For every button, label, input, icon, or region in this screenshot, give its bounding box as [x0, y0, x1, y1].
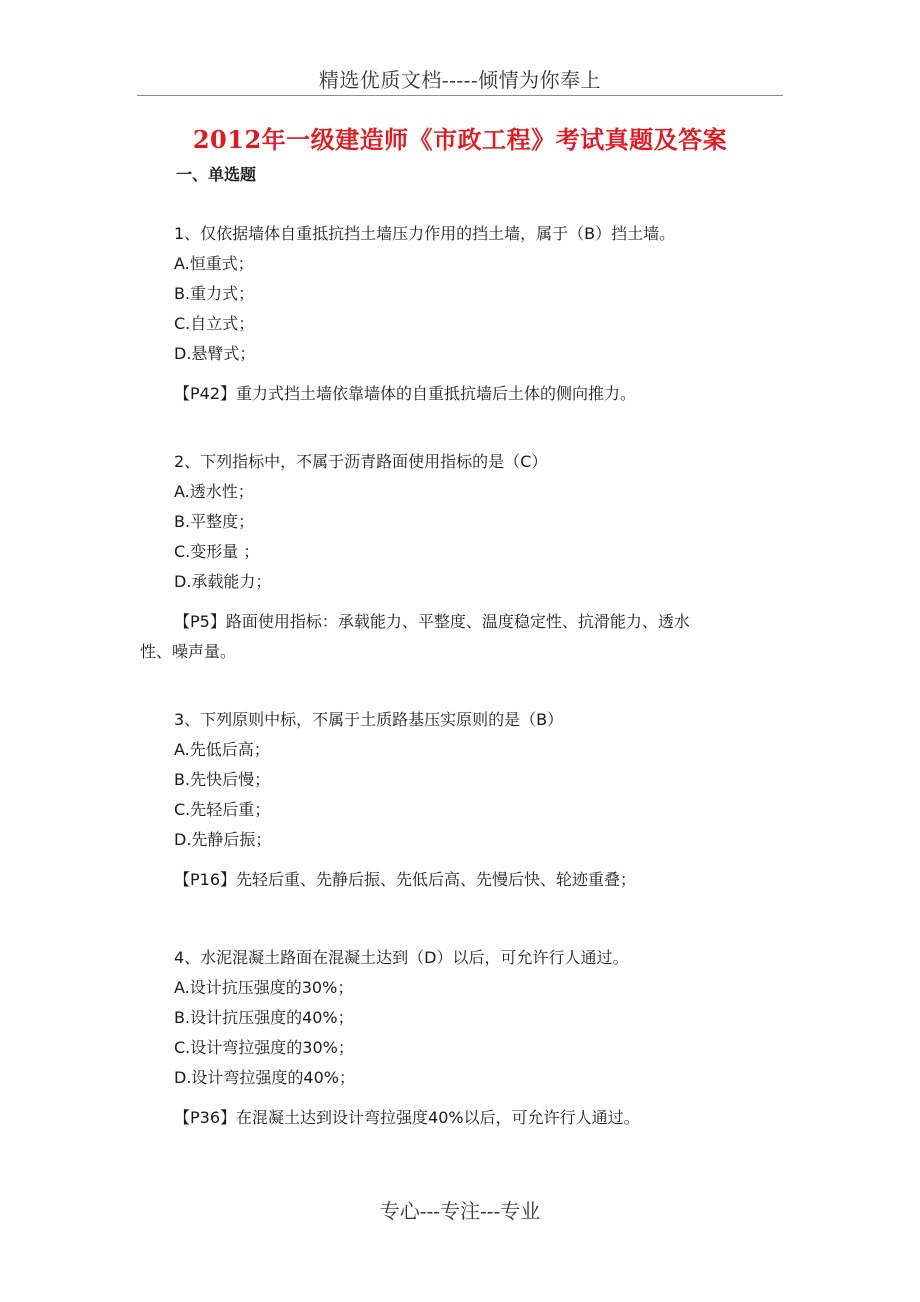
- option-a: A.恒重式；: [174, 254, 254, 273]
- question-list: [140, 219, 789, 1171]
- option-a: A.先低后高；: [174, 740, 270, 759]
- question-stem: 2、下列指标中，不属于沥青路面使用指标的是（C）: [174, 452, 548, 471]
- option-d: D.设计弯拉强度的40%；: [174, 1068, 355, 1087]
- question-stem: 4、水泥混凝土路面在混凝土达到（D）以后，可允许行人通过。: [174, 948, 629, 967]
- answer-explanation: [140, 607, 789, 667]
- option-b: B.重力式；: [174, 284, 255, 303]
- option-d: D.承载能力；: [174, 572, 272, 591]
- option-d: D.先静后振；: [174, 830, 272, 849]
- option-b: B.平整度；: [174, 512, 255, 531]
- answer-explanation: 【P36】在混凝土达到设计弯拉强度40%以后，可允许行人通过。: [174, 1108, 640, 1127]
- option-a: A.透水性；: [174, 482, 254, 501]
- option-c: C.自立式；: [174, 314, 255, 333]
- page-header: 精选优质文档-----倾情为你奉上: [318, 68, 602, 92]
- question-4: [174, 943, 789, 1171]
- question-2: [140, 447, 789, 705]
- answer-explanation: 【P42】重力式挡土墙依靠墙体的自重抵抗墙后土体的侧向推力。: [174, 384, 637, 403]
- question-1: [174, 219, 789, 447]
- section-heading: 一、单选题: [176, 165, 257, 184]
- option-d: D.悬臂式；: [174, 344, 256, 363]
- question-stem: 1、仅依据墙体自重抵抗挡土墙压力作用的挡土墙，属于（B）挡土墙。: [174, 224, 676, 243]
- option-b: B.先快后慢；: [174, 770, 271, 789]
- header-divider: [137, 95, 783, 96]
- option-a: A.设计抗压强度的30%；: [174, 978, 354, 997]
- answer-explanation: 【P16】先轻后重、先静后振、先低后高、先慢后快、轮迹重叠；: [174, 870, 637, 889]
- option-c: C.变形量 ；: [174, 542, 260, 561]
- question-stem: 3、下列原则中标，不属于土质路基压实原则的是（B）: [174, 710, 564, 729]
- option-c: C.设计弯拉强度的30%；: [174, 1038, 354, 1057]
- question-3: [174, 705, 789, 943]
- option-c: C.先轻后重；: [174, 800, 271, 819]
- option-b: B.设计抗压强度的40%；: [174, 1008, 354, 1027]
- explanation-line-2: 性、噪声量。: [140, 642, 237, 661]
- explanation-line-1: 【P5】路面使用指标：承载能力、平整度、温度稳定性、抗滑能力、透水: [174, 612, 690, 631]
- document-title: 2012年一级建造师《市政工程》考试真题及答案: [192, 125, 728, 154]
- page-footer: 专心---专注---专业: [379, 1199, 541, 1223]
